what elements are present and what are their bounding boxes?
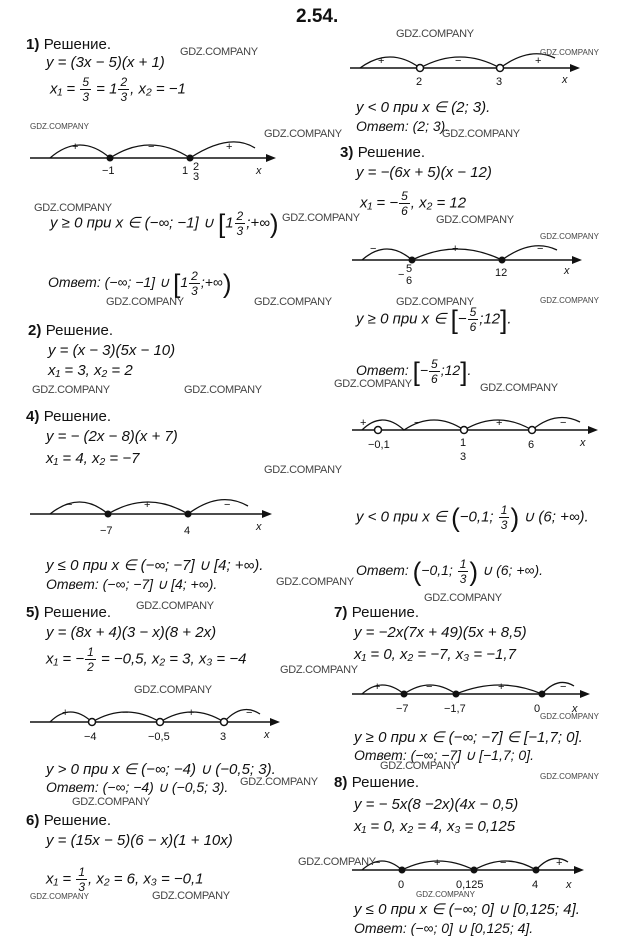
svg-text:0,125: 0,125	[456, 879, 484, 891]
watermark: GDZ.COMPANY	[254, 296, 332, 308]
watermark: GDZ.COMPANY	[380, 760, 458, 772]
watermark: GDZ.COMPANY	[34, 202, 112, 214]
watermark: GDZ.COMPANY	[540, 48, 599, 57]
svg-text:+: +	[144, 499, 151, 511]
svg-text:2: 2	[416, 76, 423, 88]
equation: y = −2x(7x + 49)(5x + 8,5)	[354, 624, 527, 641]
svg-text:−: −	[500, 857, 507, 869]
watermark: GDZ.COMPANY	[184, 384, 262, 396]
point-label: −1	[102, 165, 115, 177]
svg-text:12: 12	[495, 267, 508, 279]
number-line-8	[352, 846, 602, 896]
svg-text:+: +	[452, 243, 459, 255]
svg-text:−: −	[122, 707, 129, 719]
svg-text:−: −	[224, 499, 231, 511]
watermark: GDZ.COMPANY	[264, 464, 342, 476]
svg-text:−: −	[414, 417, 421, 429]
roots: x₁ = $\frac{5}{3}$ = 1 $\frac{2}{3}$ , x₂ = −1	[50, 75, 186, 104]
problem-6-header: 6) Решение.	[26, 812, 112, 829]
svg-text:x: x	[562, 74, 568, 86]
watermark: GDZ.COMPANY	[152, 890, 230, 902]
sign-plus: +	[226, 141, 233, 153]
watermark: GDZ.COMPANY	[264, 128, 342, 140]
svg-text:4: 4	[184, 525, 191, 537]
svg-text:−: −	[455, 55, 462, 67]
problem-3-header: 3) Решение.	[340, 144, 426, 161]
sign-minus: −	[148, 141, 155, 153]
svg-text:−: −	[66, 499, 73, 511]
problem-7-header: 7) Решение.	[334, 604, 420, 621]
watermark: GDZ.COMPANY	[480, 382, 558, 394]
condition: y ≥ 0 при x ∈ (−∞; −1] ∪ [1 $\frac{2}{3}$ ;+∞)	[50, 208, 279, 239]
watermark: GDZ.COMPANY	[396, 28, 474, 40]
watermark: GDZ.COMPANY	[442, 128, 520, 140]
condition: y > 0 при x ∈ (−∞; −4) ∪ (−0,5; 3).	[46, 761, 276, 778]
problem-number: 1)	[26, 36, 40, 53]
roots: x₁ = 0, x₂ = −7, x₃ = −1,7	[354, 646, 516, 663]
watermark: GDZ.COMPANY	[540, 296, 599, 305]
watermark: GDZ.COMPANY	[424, 592, 502, 604]
svg-text:3: 3	[193, 171, 200, 183]
number-line-4	[30, 478, 280, 544]
number-line-5	[30, 694, 290, 750]
svg-text:5: 5	[406, 263, 413, 275]
svg-text:3: 3	[496, 76, 503, 88]
svg-text:−: −	[398, 269, 405, 281]
svg-text:−1,7: −1,7	[444, 703, 466, 715]
problem-1-header	[26, 36, 111, 54]
roots: x₁ = 4, x₂ = −7	[46, 450, 140, 467]
svg-text:+: +	[62, 707, 69, 719]
svg-text:−: −	[246, 707, 253, 719]
watermark: GDZ.COMPANY	[396, 296, 474, 308]
svg-text:4: 4	[532, 879, 539, 891]
svg-text:x: x	[256, 521, 262, 533]
svg-text:+: +	[360, 417, 367, 429]
watermark: GDZ.COMPANY	[540, 712, 599, 721]
watermark: GDZ.COMPANY	[276, 576, 354, 588]
answer: Ответ: (−∞; −4) ∪ (−0,5; 3).	[46, 779, 229, 795]
equation: y = (15x − 5)(6 − x)(1 + 10x)	[46, 832, 233, 849]
equation: y = − (2x − 8)(x + 7)	[46, 428, 178, 445]
svg-text:+: +	[434, 857, 441, 869]
condition: y ≥ 0 при x ∈ (−∞; −7] ∈ [−1,7; 0].	[354, 729, 583, 746]
svg-text:−0,5: −0,5	[148, 731, 170, 743]
svg-text:+: +	[374, 681, 381, 693]
svg-text:+: +	[535, 55, 542, 67]
watermark: GDZ.COMPANY	[30, 892, 89, 901]
svg-text:6: 6	[406, 275, 413, 287]
svg-text:−: −	[374, 857, 381, 869]
condition: y ≤ 0 при x ∈ (−∞; 0] ∪ [0,125; 4].	[354, 901, 580, 918]
svg-text:x: x	[580, 437, 586, 449]
problem-8-header: 8) Решение.	[334, 774, 420, 791]
roots: x₁ = 0, x₂ = 4, x₃ = 0,125	[354, 818, 516, 835]
svg-text:+: +	[496, 417, 503, 429]
svg-text:+: +	[556, 857, 563, 869]
svg-text:−4: −4	[84, 731, 97, 743]
svg-text:−7: −7	[396, 703, 409, 715]
equation: y = −(6x + 5)(x − 12)	[356, 164, 492, 181]
watermark: GDZ.COMPANY	[134, 684, 212, 696]
number-line-6	[352, 400, 602, 468]
roots: x₁ = − $\frac{1}{2}$ = −0,5, x₂ = 3, x₃ = −4	[46, 645, 247, 674]
watermark: GDZ.COMPANY	[334, 378, 412, 390]
svg-text:0: 0	[398, 879, 405, 891]
problem-2-header: 2) Решение.	[28, 322, 114, 339]
watermark: GDZ.COMPANY	[180, 46, 258, 58]
answer: Ответ: (−∞; −1] ∪ [1 $\frac{2}{3}$ ;+∞)	[48, 268, 232, 299]
svg-text:3: 3	[460, 451, 467, 463]
svg-text:−7: −7	[100, 525, 113, 537]
answer: Ответ: (−∞; 0] ∪ [0,125; 4].	[354, 920, 534, 936]
watermark: GDZ.COMPANY	[72, 796, 150, 808]
svg-text:+: +	[498, 681, 505, 693]
answer: Ответ: (−0,1; $\frac{1}{3}$ ) ∪ (6; +∞).	[356, 556, 544, 587]
watermark: GDZ.COMPANY	[540, 772, 599, 781]
svg-text:−: −	[426, 681, 433, 693]
condition: y < 0 при x ∈ (2; 3).	[356, 99, 491, 116]
svg-text:−0,1: −0,1	[368, 439, 390, 451]
equation: y = (3x − 5)(x + 1)	[46, 54, 165, 71]
svg-text:x: x	[566, 879, 572, 891]
watermark: GDZ.COMPANY	[30, 122, 89, 131]
watermark: GDZ.COMPANY	[416, 890, 475, 899]
watermark: GDZ.COMPANY	[540, 232, 599, 241]
svg-text:3: 3	[220, 731, 227, 743]
answer: Ответ: [− $\frac{5}{6}$ ;12].	[356, 356, 472, 387]
answer: Ответ: (−∞; −7] ∪ [4; +∞).	[46, 576, 218, 592]
answer: Ответ: (2; 3).	[356, 118, 450, 134]
watermark: GDZ.COMPANY	[106, 296, 184, 308]
watermark: GDZ.COMPANY	[240, 776, 318, 788]
equation: y = (x − 3)(5x − 10)	[48, 342, 176, 359]
watermark: GDZ.COMPANY	[32, 384, 110, 396]
svg-text:−: −	[560, 417, 567, 429]
svg-text:x: x	[564, 265, 570, 277]
svg-text:x: x	[264, 729, 270, 741]
watermark: GDZ.COMPANY	[282, 212, 360, 224]
condition: y ≥ 0 при x ∈ [− $\frac{5}{6}$ ;12].	[356, 304, 512, 335]
point-label: 1	[182, 165, 189, 177]
svg-text:−: −	[537, 243, 544, 255]
solution-label: Решение.	[43, 36, 112, 53]
svg-text:2: 2	[193, 161, 200, 173]
problem-5-header: 5) Решение.	[26, 604, 112, 621]
watermark: GDZ.COMPANY	[298, 856, 376, 868]
problem-4-header: 4) Решение.	[26, 408, 112, 425]
watermark: GDZ.COMPANY	[436, 214, 514, 226]
roots: x₁ = $\frac{1}{3}$ , x₂ = 6, x₃ = −0,1	[46, 865, 204, 894]
condition: y ≤ 0 при x ∈ (−∞; −7] ∪ [4; +∞).	[46, 557, 264, 574]
svg-text:0: 0	[534, 703, 541, 715]
sign-plus: +	[72, 141, 79, 153]
svg-text:−: −	[370, 243, 377, 255]
svg-text:−: −	[560, 681, 567, 693]
watermark: GDZ.COMPANY	[280, 664, 358, 676]
svg-text:x: x	[256, 165, 262, 177]
svg-text:+: +	[378, 55, 385, 67]
equation: y = − 5x(8 −2x)(4x − 0,5)	[354, 796, 519, 813]
answer: Ответ: (−∞; −7] ∪ [−1,7; 0].	[354, 747, 534, 763]
svg-text:x: x	[572, 703, 578, 715]
svg-text:1: 1	[460, 437, 467, 449]
page-title: 2.54.	[296, 6, 339, 27]
watermark: GDZ.COMPANY	[136, 600, 214, 612]
equation: y = (8x + 4)(3 − x)(8 + 2x)	[46, 624, 217, 641]
roots: x₁ = 3, x₂ = 2	[48, 362, 133, 379]
condition: y < 0 при x ∈ (−0,1; $\frac{1}{3}$ ) ∪ (6; +∞).	[356, 502, 589, 533]
roots: x₁ = − $\frac{5}{6}$ , x₂ = 12	[360, 189, 467, 218]
number-line-1	[30, 122, 280, 182]
svg-text:6: 6	[528, 439, 535, 451]
svg-text:+: +	[188, 707, 195, 719]
